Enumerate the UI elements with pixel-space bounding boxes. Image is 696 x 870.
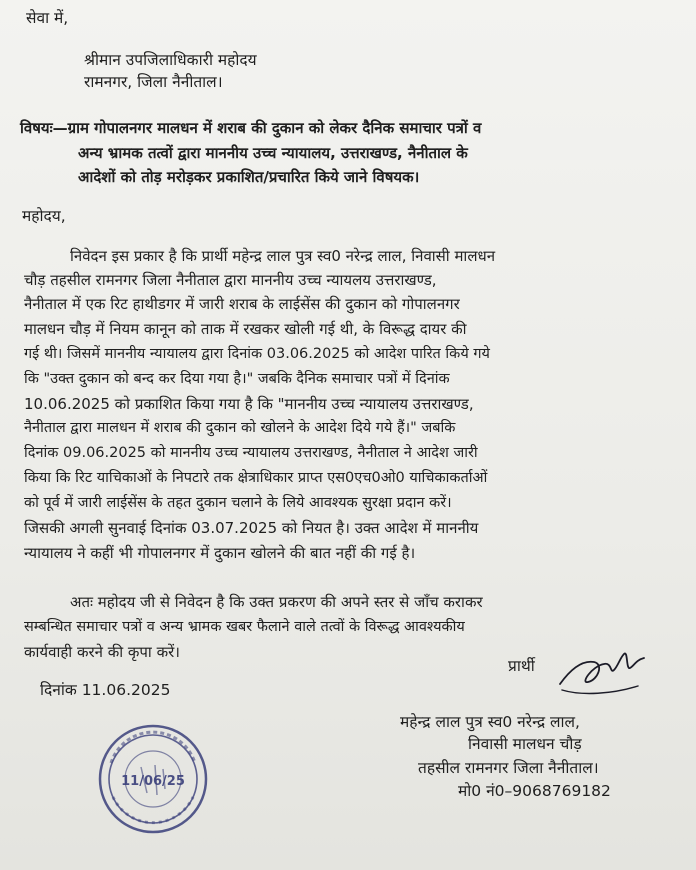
body-line: न्यायालय ने कहीं भी गोपालनगर में दुकान खोलने की बात नहीं की गई है। xyxy=(24,544,416,562)
to-line: सेवा में, xyxy=(26,9,69,27)
body-line: 10.06.2025 को प्रकाशित किया गया है कि "माननीय उच्च न्यायालय उत्तराखण्ड, xyxy=(24,395,474,413)
stamp-date: 11/06/25 xyxy=(121,774,185,789)
body-line: चौड़ तहसील रामनगर जिला नैनीताल द्वारा माननीय उच्च न्यायलय उत्तराखण्ड, xyxy=(24,271,437,289)
body-line: दिनांक 09.06.2025 को माननीय उच्च न्यायालय उत्तराखण्ड, नैनीताल ने आदेश जारी xyxy=(24,445,478,461)
subject-line-2: अन्य भ्रामक तत्वों द्वारा माननीय उच्च न्यायालय, उत्तराखण्ड, नैनीताल के xyxy=(78,144,468,162)
sender-tehsil: तहसील रामनगर जिला नैनीताल। xyxy=(418,759,599,777)
subject-line-1: विषयः—ग्राम गोपालनगर मालधन में शराब की दुकान को लेकर दैनिक समाचार पत्रों व xyxy=(20,119,482,137)
recipient-line-1: श्रीमान उपजिलाधिकारी महोदय xyxy=(84,51,257,69)
body-line: नैनीताल में एक रिट हाथीडगर में जारी शराब के लाईसेंस की दुकान को गोपालनगर xyxy=(24,295,460,313)
body-line: कि "उक्त दुकान को बन्द कर दिया गया है।" जबकि दैनिक समाचार पत्रों में दिनांक xyxy=(24,371,450,387)
request-line: सम्बन्धित समाचार पत्रों व अन्य भ्रामक खबर फैलाने वाले तत्वों के विरूद्ध आवश्यकीय xyxy=(24,619,465,635)
body-line: निवेदन इस प्रकार है कि प्रार्थी महेन्द्र लाल पुत्र स्व0 नरेन्द्र लाल, निवासी मालधन xyxy=(70,247,496,265)
body-line: नैनीताल द्वारा मालधन में शराब की दुकान को खोलने के आदेश दिये गये हैं।" जबकि xyxy=(24,420,456,436)
sender-name: महेन्द्र लाल पुत्र स्व0 नरेन्द्र लाल, xyxy=(400,713,580,731)
body-line: को पूर्व में जारी लाईसेंस के तहत दुकान चलाने के लिये आवश्यक सुरक्षा प्रदान करें। xyxy=(24,495,452,511)
request-line: कार्यवाही करने की कृपा करें। xyxy=(24,643,180,661)
request-line: अतः महोदय जी से निवेदन है कि उक्त प्रकरण की अपने स्तर से जाँच कराकर xyxy=(70,593,483,611)
office-stamp xyxy=(97,723,209,835)
sender-mobile: मो0 नं0–9068769182 xyxy=(458,782,611,800)
body-line: गई थी। जिसमें माननीय न्यायालय द्वारा दिनांक 03.06.2025 को आदेश पारित किये गये xyxy=(24,346,490,362)
salutation: महोदय, xyxy=(22,207,66,225)
body-line: मालधन चौड़ में नियम कानून को ताक में रखकर खोली गई थी, के विरूद्ध दायर की xyxy=(24,320,467,338)
date-line: दिनांक 11.06.2025 xyxy=(40,681,171,699)
recipient-line-2: रामनगर, जिला नैनीताल। xyxy=(84,73,223,91)
sender-village: निवासी मालधन चौड़ xyxy=(468,735,582,753)
applicant-label: प्रार्थी xyxy=(508,657,535,675)
body-line: किया कि रिट याचिकाओं के निपटारे तक क्षेत्राधिकार प्राप्त एस0एच0ओ0 याचिकाकर्ताओं xyxy=(24,470,488,486)
subject-line-3: आदेशों को तोड़ मरोड़कर प्रकाशित/प्रचारित किये जाने विषयक। xyxy=(78,168,420,186)
body-line: जिसकी अगली सुनवाई दिनांक 03.07.2025 को नियत है। उक्त आदेश में माननीय xyxy=(24,519,479,537)
signature xyxy=(552,640,652,700)
